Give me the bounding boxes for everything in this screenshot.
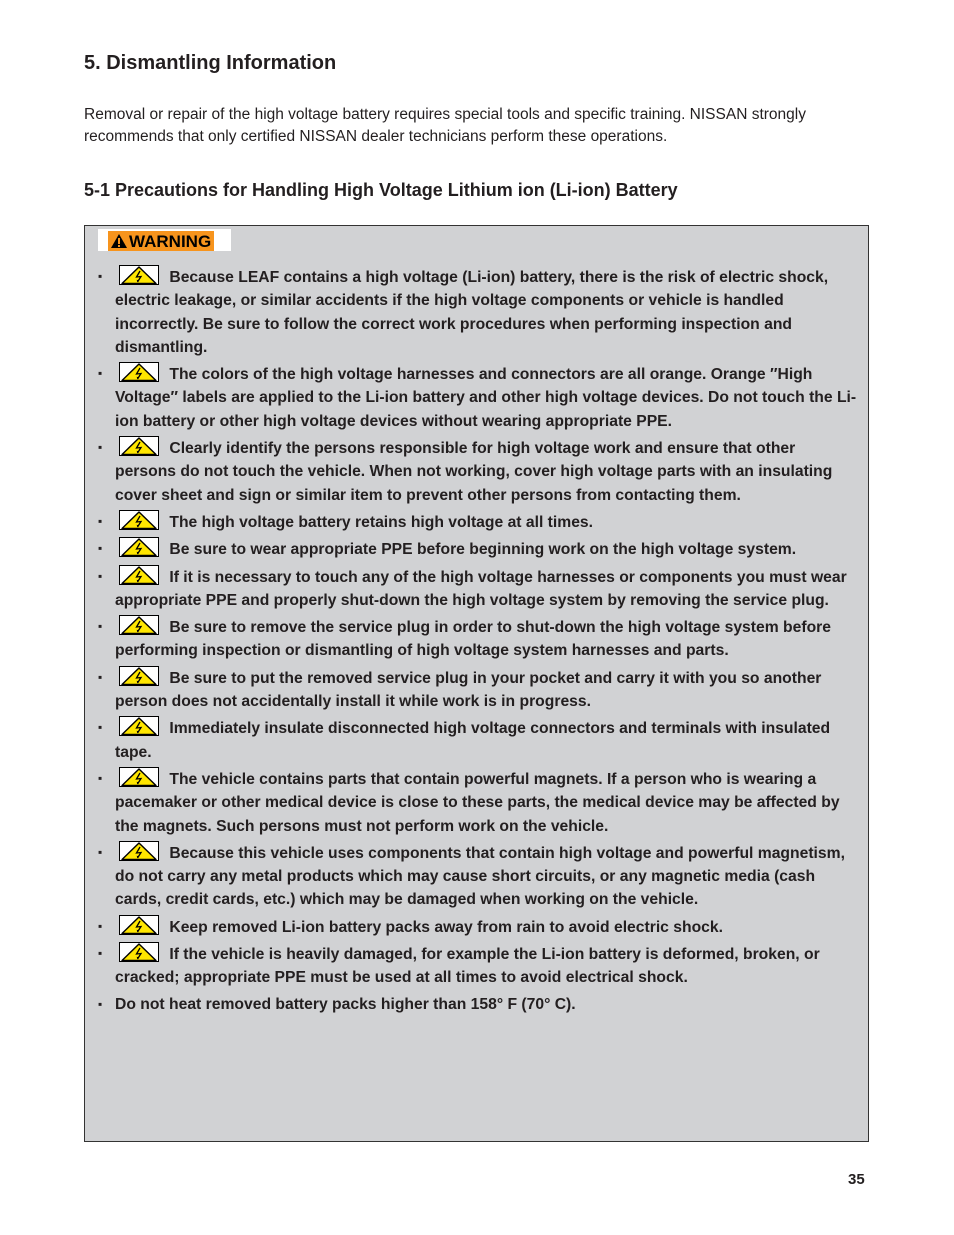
warning-item	[85, 565, 868, 613]
bullet-icon: ▪	[98, 844, 103, 859]
warning-triangle-icon	[110, 233, 128, 249]
warning-item-text: The vehicle contains parts that contain powerful magnets. If a person who is wearing a pacemaker or other medical device is close to these parts, the medical device may be affected by the magnets. Such persons must not perform work on the vehicle.	[115, 770, 840, 835]
warning-item-text: Be sure to wear appropriate PPE before beginning work on the high voltage system.	[169, 541, 797, 559]
intro-paragraph: Removal or repair of the high voltage battery requires special tools and specific training. NISSAN strongly recommends that only certified NISSAN dealer technicians perform these operations.	[84, 106, 806, 145]
bullet-icon: ▪	[98, 269, 103, 283]
bullet-icon: ▪	[98, 568, 103, 583]
high-voltage-icon	[119, 841, 159, 861]
warning-item	[85, 362, 868, 433]
warning-item-text: Keep removed Li-ion battery packs away from rain to avoid electric shock.	[169, 918, 723, 936]
warning-item-text: Be sure to put the removed service plug in your pocket and carry it with you so another person does not accidentally install it while work is in progress.	[115, 669, 822, 711]
warning-item-text: Clearly identify the persons responsible for high voltage work and ensure that other persons do not touch the vehicle. When not working, cover high voltage parts with an insulating cover sheet and sign or similar item to prevent other persons from contacting them.	[115, 440, 833, 504]
warning-header	[98, 229, 231, 251]
warning-item-text: Immediately insulate disconnected high voltage connectors and terminals with insulated tape.	[115, 720, 831, 761]
warning-item-text: If it is necessary to touch any of the high voltage harnesses or components you must wear appropriate PPE and properly shut-down the high voltage system by removing the service plug.	[115, 568, 847, 609]
warning-item	[85, 841, 868, 912]
warning-item-text: The high voltage battery retains high voltage at all times.	[169, 513, 594, 531]
bullet-icon: ▪	[98, 996, 103, 1011]
high-voltage-icon	[119, 942, 159, 962]
high-voltage-icon	[119, 915, 159, 935]
bullet-icon: ▪	[98, 720, 103, 735]
warning-item-text: Because LEAF contains a high voltage (Li-ion) battery, there is the risk of electric shock, electric leakage, or similar accidents if the high voltage components or vehicle is handled incorrectly. Be sure to follow the correct work procedures when performing inspection and dismantling.	[115, 269, 829, 356]
high-voltage-icon	[119, 537, 159, 557]
warning-item-text: If the vehicle is heavily damaged, for example the Li-ion battery is deformed, broken, or cracked; appropriate PPE must be used at all times to avoid electrical shock.	[115, 946, 820, 987]
bullet-icon: ▪	[98, 770, 103, 785]
warning-box	[84, 225, 869, 1142]
bullet-icon: ▪	[98, 366, 103, 381]
warning-item	[85, 993, 868, 1016]
bullet-icon: ▪	[98, 440, 103, 455]
bullet-icon: ▪	[98, 619, 103, 634]
warning-item-text: The colors of the high voltage harnesses and connectors are all orange. Orange ″High Voltage″ labels are applied to the Li-ion battery and other high voltage devices. Do not touch the Li-ion battery or other high voltage devices without wearing appropriate PPE.	[115, 366, 857, 430]
warning-item	[85, 767, 868, 838]
warning-item	[85, 510, 868, 534]
high-voltage-icon	[119, 716, 159, 736]
warning-item-text: Be sure to remove the service plug in order to shut-down the high voltage system before performing inspection or dismantling of high voltage system harnesses and parts.	[115, 619, 831, 660]
warning-label	[108, 231, 214, 251]
warning-list	[85, 265, 868, 1019]
high-voltage-icon	[119, 565, 159, 585]
high-voltage-icon	[119, 436, 159, 456]
subsection-heading: 5-1 Precautions for Handling High Voltage Lithium ion (Li-ion) Battery	[84, 180, 678, 200]
bullet-icon: ▪	[98, 669, 103, 684]
high-voltage-icon	[119, 767, 159, 787]
warning-item	[85, 942, 868, 990]
warning-item	[85, 436, 868, 507]
warning-item	[85, 537, 868, 561]
high-voltage-icon	[119, 362, 159, 382]
warning-item	[85, 265, 868, 359]
warning-item-text: Because this vehicle uses components that contain high voltage and powerful magnetism, do not carry any metal products which may cause short circuits, or any magnetic media (cash cards, credit cards, etc.) which may be damaged when working on the vehicle.	[115, 844, 845, 909]
high-voltage-icon	[119, 615, 159, 635]
bullet-icon: ▪	[98, 946, 103, 961]
section-heading: 5. Dismantling Information	[84, 52, 337, 74]
high-voltage-icon	[119, 265, 159, 285]
warning-item	[85, 666, 868, 714]
warning-item	[85, 615, 868, 663]
warning-item-text: Do not heat removed battery packs higher than 158° F (70° C).	[115, 995, 576, 1013]
bullet-icon: ▪	[98, 541, 103, 556]
page-number: 35	[848, 1171, 865, 1188]
warning-label-text: WARNING	[129, 231, 212, 251]
high-voltage-icon	[119, 666, 159, 686]
bullet-icon: ▪	[98, 918, 103, 933]
warning-item	[85, 716, 868, 764]
warning-item	[85, 915, 868, 939]
bullet-icon: ▪	[98, 513, 103, 528]
high-voltage-icon	[119, 510, 159, 530]
